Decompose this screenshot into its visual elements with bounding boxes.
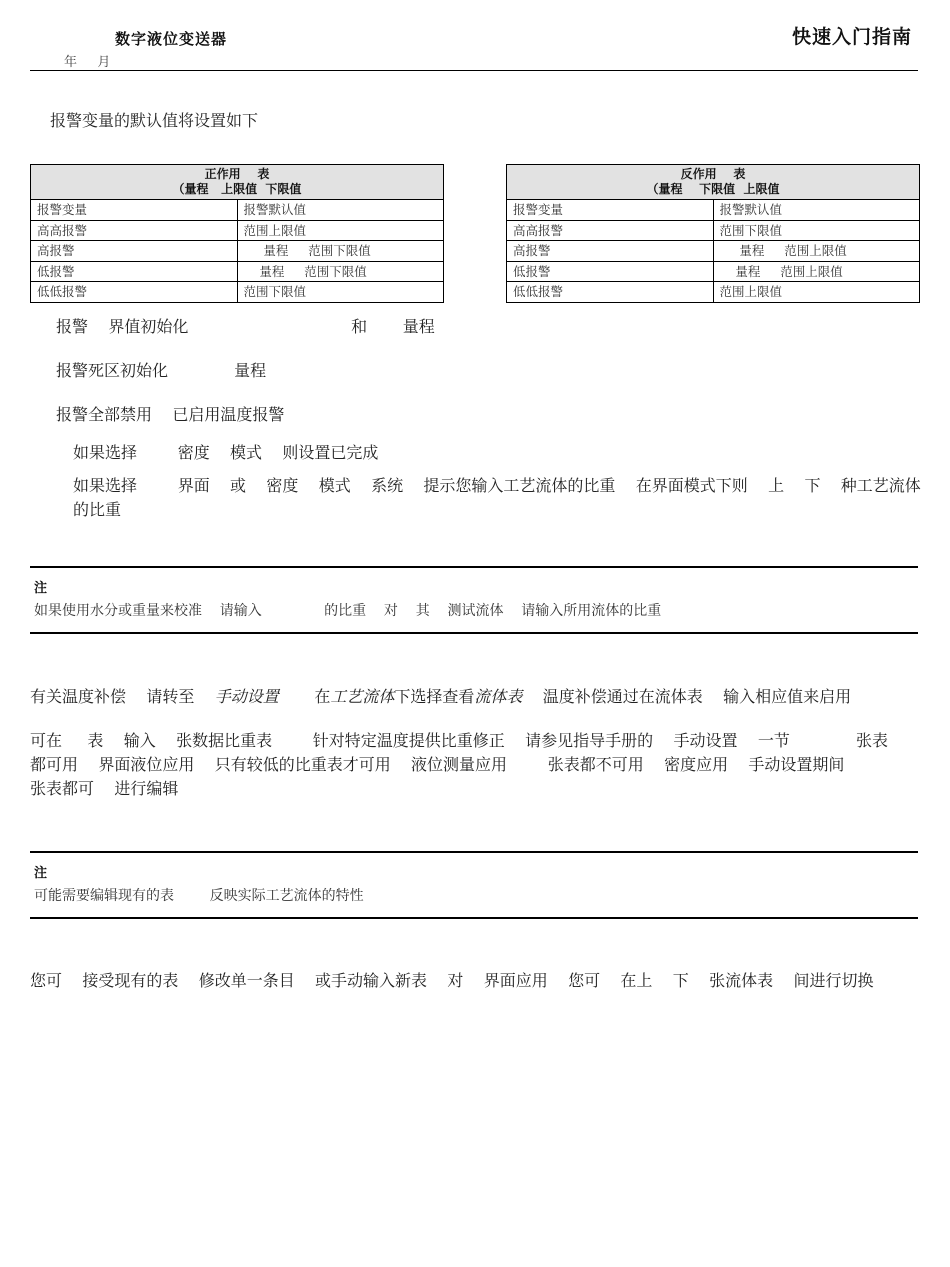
table-heading — [31, 165, 444, 200]
table-cell: 低报警 — [31, 261, 238, 282]
table-row — [507, 261, 920, 282]
note-divider-top — [30, 851, 918, 853]
text-run: 在 — [278, 687, 331, 706]
table-cell: 量程 范围下限值 — [237, 261, 444, 282]
table-cell: 量程 范围下限值 — [237, 241, 444, 262]
table-header-row — [507, 200, 920, 221]
table-row — [507, 282, 920, 303]
table-cell: 低低报警 — [507, 282, 714, 303]
table-cell: 高报警 — [507, 241, 714, 262]
note-title: 注 — [34, 866, 48, 881]
table-cell: 低低报警 — [31, 282, 238, 303]
column-header-default: 报警默认值 — [713, 200, 920, 221]
temperature-compensation-text — [30, 684, 851, 707]
note-text: 如果使用水分或重量来校准 请输入 的比重 对 其 测试流体 请输入所用流体的比重 — [34, 603, 662, 619]
text-run: 下选择查看 — [394, 687, 475, 706]
text-run: 温度补偿通过在流体表 输入相应值来启用 — [522, 687, 852, 706]
table-row — [31, 220, 444, 241]
intro-text: 报警变量的默认值将设置如下 — [50, 111, 259, 130]
table-cell: 高高报警 — [507, 220, 714, 241]
note-divider-top — [30, 566, 918, 568]
table-cell: 量程 范围上限值 — [713, 241, 920, 262]
direct-action-alarm-table — [30, 164, 444, 303]
document-date: 年 月 — [64, 55, 113, 70]
product-name: 数字液位变送器 — [115, 30, 228, 48]
note-title: 注 — [34, 581, 48, 596]
table-cell: 高高报警 — [31, 220, 238, 241]
density-mode-note: 如果选择 密度 模式 则设置已完成 — [73, 443, 379, 462]
table-heading-line2: （量程 下限值 上限值 — [646, 182, 780, 196]
text-line: 张表都可 进行编辑 — [30, 779, 179, 798]
table-row — [31, 282, 444, 303]
table-cell: 范围下限值 — [713, 220, 920, 241]
alarm-deadband-init-text: 报警死区初始化 量程 — [56, 361, 267, 380]
note-divider-bottom — [30, 632, 918, 634]
table-row — [507, 220, 920, 241]
table-heading — [507, 165, 920, 200]
column-header-variable: 报警变量 — [31, 200, 238, 221]
table-row — [31, 241, 444, 262]
table-cell: 量程 范围上限值 — [713, 261, 920, 282]
table-heading-line1: 正作用 表 — [204, 167, 270, 181]
table-cell: 低报警 — [507, 261, 714, 282]
alarm-limit-init-text: 报警 界值初始化 和 量程 — [56, 317, 435, 336]
alarm-all-disabled-text: 报警全部禁用 已启用温度报警 — [56, 405, 285, 424]
fluid-table-reference: 流体表 — [474, 687, 523, 706]
process-fluid-reference: 工艺流体 — [330, 687, 395, 706]
note-text: 可能需要编辑现有的表 反映实际工艺流体的特性 — [34, 888, 364, 904]
fluid-tables-info-text — [30, 729, 920, 801]
reverse-action-alarm-table — [506, 164, 920, 303]
table-cell: 范围上限值 — [237, 220, 444, 241]
header-divider — [30, 70, 918, 71]
table-cell: 高报警 — [31, 241, 238, 262]
final-instructions-text: 您可 接受现有的表 修改单一条目 或手动输入新表 对 界面应用 您可 在上 下 张流体表 间进行切换 — [30, 971, 874, 990]
manual-setup-reference: 手动设置 — [214, 687, 279, 706]
text-line: 都可用 界面液位应用 只有较低的比重表才可用 液位测量应用 张表都不可用 密度应用 手动设置期间 — [30, 755, 845, 774]
note-divider-bottom — [30, 917, 918, 919]
table-cell: 范围上限值 — [713, 282, 920, 303]
table-cell: 范围下限值 — [237, 282, 444, 303]
table-heading-line2: （量程 上限值 下限值 — [172, 182, 302, 196]
table-row — [507, 241, 920, 262]
text-line: 可在 表 输入 张数据比重表 针对特定温度提供比重修正 请参见指导手册的 手动设置 一节 张表 — [30, 731, 888, 750]
guide-title: 快速入门指南 — [791, 26, 912, 48]
column-header-variable: 报警变量 — [507, 200, 714, 221]
table-heading-line1: 反作用 表 — [680, 167, 746, 181]
column-header-default: 报警默认值 — [237, 200, 444, 221]
text-run: 有关温度补偿 请转至 — [30, 687, 215, 706]
table-row — [31, 261, 444, 282]
interface-mode-note: 如果选择 界面 或 密度 模式 系统 提示您输入工艺流体的比重 在界面模式下则 上 下 种工艺流体的比重 — [73, 476, 921, 519]
table-header-row — [31, 200, 444, 221]
